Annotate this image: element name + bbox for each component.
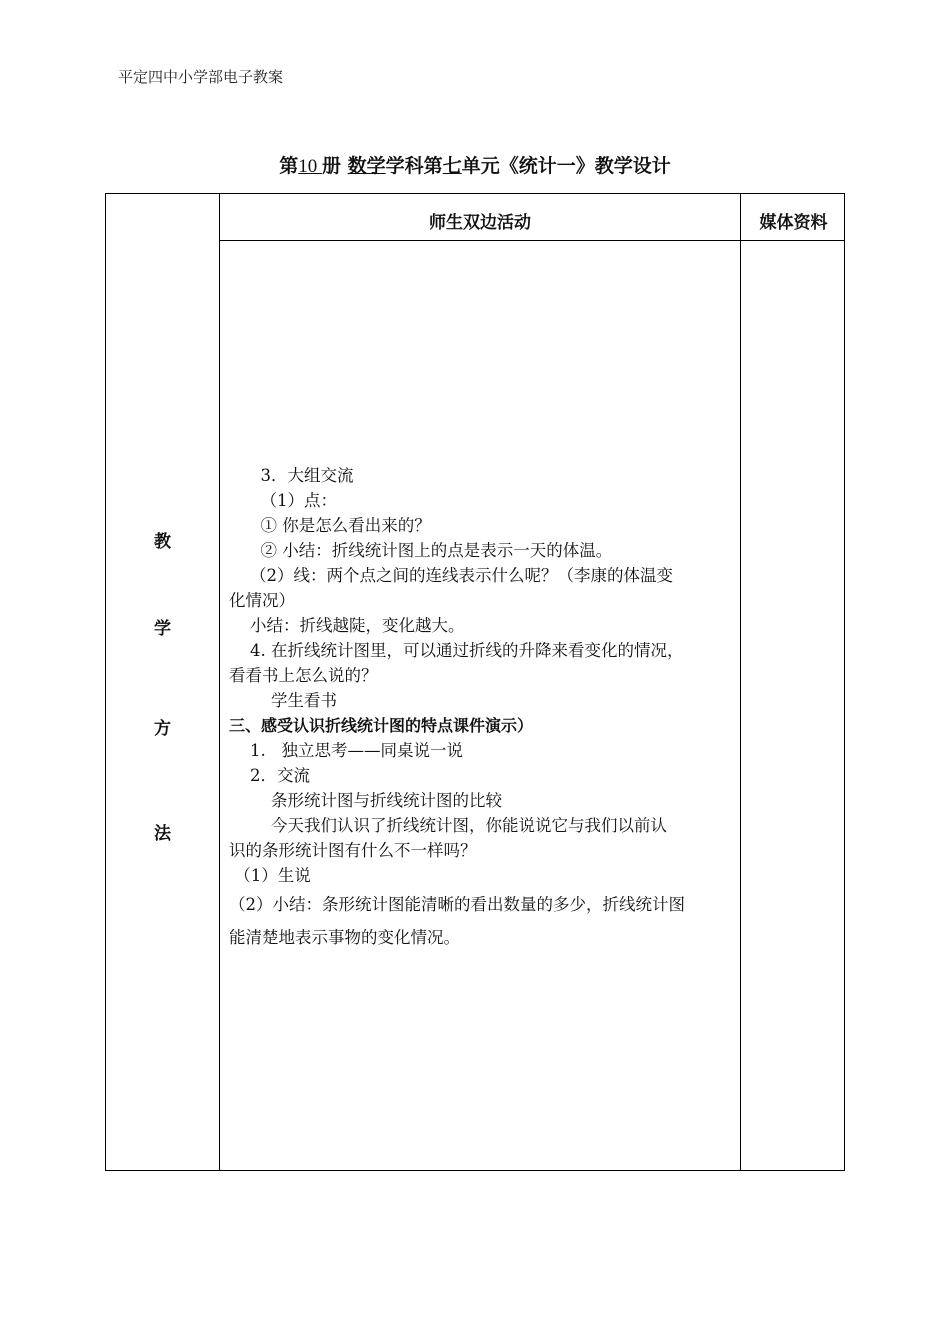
title-subject: 数学 [347,155,386,177]
content-line: （1）点： [229,491,337,510]
table-divider-left [219,194,220,1170]
content-line: 化情况） [229,591,295,610]
content-line: 3．大组交流 [229,466,354,485]
page-title [0,151,950,178]
content-line: 条形统计图与折线统计图的比较 [229,791,502,810]
lesson-table [105,193,845,1171]
title-part-4: 单元《统计一》教学设计 [461,155,671,177]
side-label-char-4: 法 [154,824,171,844]
content-line: 今天我们认识了折线统计图，你能说说它与我们以前认 [229,816,667,835]
content-line: 识的条形统计图有什么不一样吗？ [229,841,477,860]
column-header-media: 媒体资料 [759,213,828,233]
content-line: （1）生说 [229,866,311,885]
content-line: （2）线：两个点之间的连线表示什么呢？（李康的体温变 [229,566,673,585]
title-part-1: 第 [279,155,299,177]
side-label-char-3: 方 [154,719,171,739]
content-line: 能清楚地表示事物的变化情况。 [229,928,460,947]
side-label-char-1: 教 [154,532,171,552]
table-header-rule [219,240,844,241]
section-heading: 三、感受认识折线统计图的特点课件演示） [229,716,534,735]
content-line: ② 小结：折线统计图上的点是表示一天的体温。 [229,541,613,560]
content-line: 小结：折线越陡，变化越大。 [229,616,465,635]
title-part-3: 学科第 [385,155,443,177]
document-header: 平定四中小学部电子教案 [118,68,284,86]
title-part-2: 册 [322,155,348,177]
table-divider-right [740,194,741,1170]
column-header-activity: 师生双边活动 [429,213,531,233]
title-volume: 10 [298,156,323,177]
content-line: 看看书上怎么说的？ [229,666,378,685]
content-line: 1. 独立思考——同桌说一说 [229,741,463,760]
side-label-char-2: 学 [154,619,171,639]
activity-content [229,463,734,954]
content-line: 2．交流 [229,766,310,785]
content-line: （2）小结：条形统计图能清晰的看出数量的多少，折线统计图 [229,895,685,914]
content-line: ① 你是怎么看出来的？ [229,516,431,535]
title-unit: 七 [442,155,462,177]
content-line: 4. 在折线统计图里，可以通过折线的升降来看变化的情况， [229,641,684,660]
content-line: 学生看书 [229,691,337,710]
